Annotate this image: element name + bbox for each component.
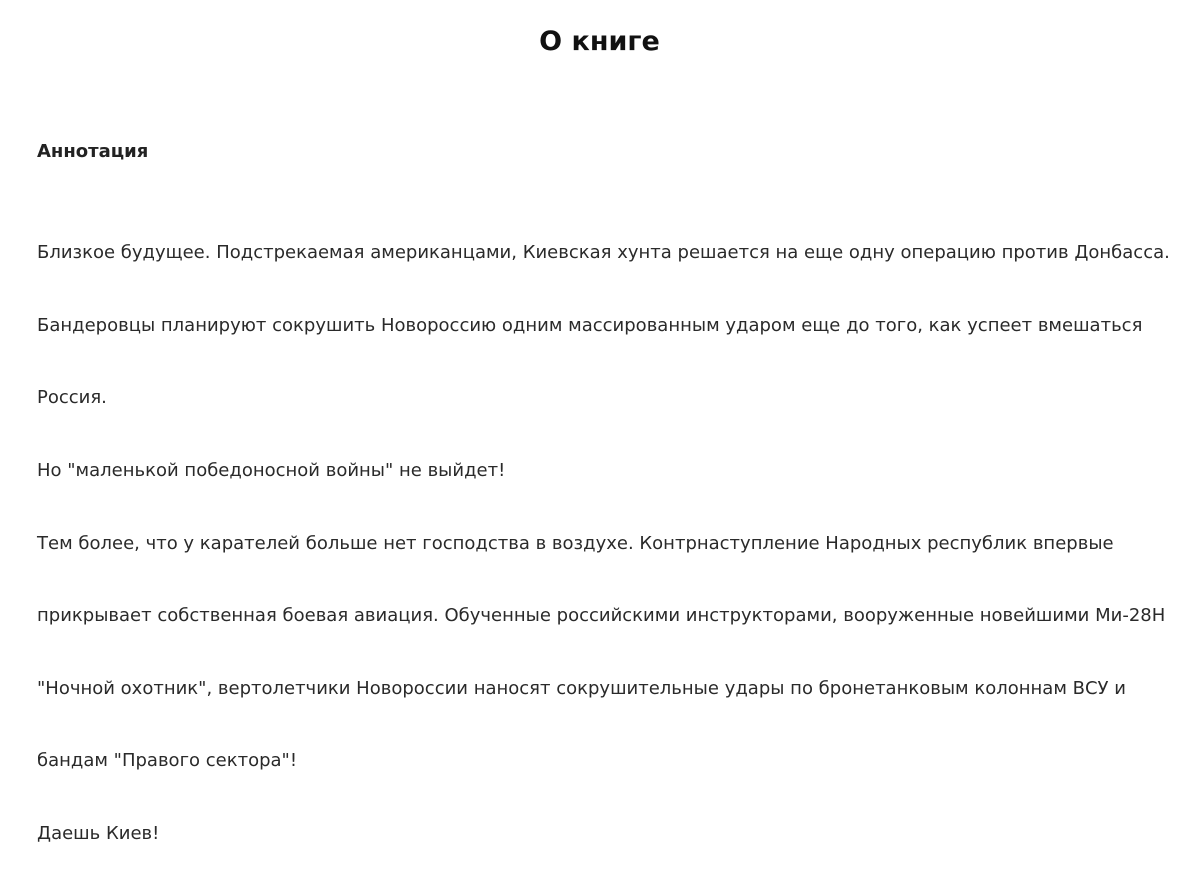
annotation-line: Даешь Киев! xyxy=(37,823,160,845)
annotation-line: Но "маленькой победоносной войны" не выйдет! xyxy=(37,460,506,482)
annotation-line: Близкое будущее. Подстрекаемая американцами, Киевская хунта решается на еще одну операцию против Донбасса. xyxy=(37,242,1170,264)
annotation-line: прикрывает собственная боевая авиация. Обученные российскими инструкторами, вооруженные новейшими Ми-28Н xyxy=(37,605,1166,627)
annotation-line: Бандеровцы планируют сокрушить Новороссию одним массированным ударом еще до того, как успеет вмешаться xyxy=(37,314,1143,336)
annotation-line: Тем более, что у карателей больше нет господства в воздухе. Контрнаступление Народных республик впервые xyxy=(37,532,1114,554)
annotation-section xyxy=(37,138,1177,889)
annotation-heading: Аннотация xyxy=(37,141,149,162)
annotation-line: бандам "Правого сектора"! xyxy=(37,750,298,772)
annotation-line: "Ночной охотник", вертолетчики Новороссии наносят сокрушительные удары по бронетанковым колоннам ВСУ и xyxy=(37,677,1126,699)
annotation-text xyxy=(37,199,1177,889)
page-title: О книге xyxy=(539,26,660,57)
annotation-line: Россия. xyxy=(37,387,107,409)
